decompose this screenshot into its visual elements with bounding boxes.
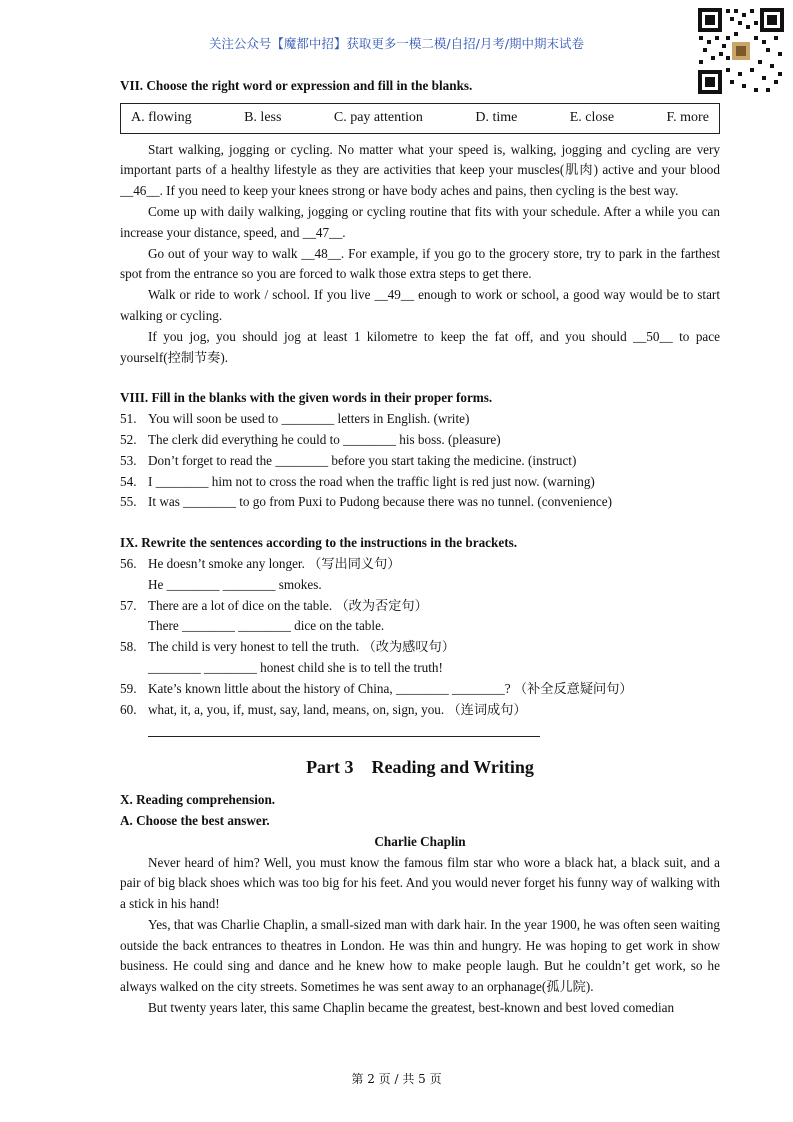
question-number: 56.: [120, 555, 137, 571]
question-text: Don’t forget to read the ________ before you start taking the medicine. (instruct): [148, 452, 577, 468]
question-row: [120, 492, 720, 513]
option-a: A. flowing: [131, 109, 192, 125]
question-row: [120, 554, 720, 575]
passage-paragraph: Start walking, jogging or cycling. No matter what your speed is, walking, jogging and cycling are very important parts of a healthy lifestyle as they are activities that keep your muscles(肌肉) active and your blood __46__. If you need to keep your knees strong or have body aches and pains, then cycling is the best way.: [120, 141, 720, 199]
question-text: There are a lot of dice on the table. （改为否定句）: [148, 597, 428, 613]
passage-paragraph: If you jog, you should jog at least 1 kilometre to keep the fat off, and you should __50__ to pace yourself(控制节奏).: [120, 328, 720, 365]
passage-paragraph: Walk or ride to work / school. If you live __49__ enough to work or school, a good way would be to start walking or cycling.: [120, 287, 720, 323]
part-3-title: Part 3 Reading and Writing: [306, 757, 534, 778]
question-row: [120, 679, 720, 700]
question-text: The clerk did everything he could to ________ his boss. (pleasure): [148, 431, 501, 447]
question-row: [120, 637, 720, 658]
question-row: [120, 451, 720, 472]
question-text: what, it, a, you, if, must, say, land, means, on, sign, you. （连词成句）: [148, 701, 527, 717]
question-row: [120, 700, 720, 721]
option-b: B. less: [244, 109, 282, 125]
passage-paragraph: Yes, that was Charlie Chaplin, a small-sized man with dark hair. In the year 1900, he was often seen waiting outside the back entrances to theatres in London. He was thin and hungry. He was hoping to get work in show business. He could sing and dance and he knew how to make people laugh. But he couldn’t get work, so he always walked on the city streets. Sometimes he was sent away to an orphanage(孤儿院).: [120, 916, 720, 995]
passage-paragraph: Come up with daily walking, jogging or cycling routine that fits with your schedule. After a while you can increase your distance, speed, and __47__.: [120, 203, 720, 240]
question-number: 53.: [120, 452, 137, 468]
option-f: F. more: [666, 109, 709, 125]
option-d: D. time: [475, 109, 518, 125]
section-10-heading: X. Reading comprehension.: [120, 792, 276, 808]
page-content: [120, 76, 720, 1019]
question-text: I ________ him not to cross the road when the traffic light is red just now. (warning): [148, 473, 595, 489]
question-number: 55.: [120, 494, 137, 510]
question-number: 58.: [120, 639, 137, 655]
question-number: 59.: [120, 680, 137, 696]
question-row: [120, 409, 720, 430]
question-row: [120, 472, 720, 493]
question-text: It was ________ to go from Puxi to Pudong because there was no tunnel. (convenience): [148, 494, 613, 510]
answer-line: [148, 720, 540, 737]
section-10a-heading: A. Choose the best answer.: [120, 812, 270, 828]
question-text: The child is very honest to tell the truth. （改为感叹句）: [148, 639, 455, 655]
page-number: 第 2 页 / 共 5 页: [351, 1072, 442, 1086]
header-banner: 关注公众号【魔都中招】获取更多一模二模/自招/月考/期中期末试卷: [208, 36, 585, 51]
question-number: 51.: [120, 411, 137, 427]
question-number: 60.: [120, 701, 137, 717]
section-7-heading: VII. Choose the right word or expression and fill in the blanks.: [120, 78, 473, 93]
word-options-box: [120, 103, 720, 134]
question-number: 52.: [120, 431, 137, 447]
question-text: He doesn’t smoke any longer. （写出同义句）: [148, 555, 401, 571]
question-number: 57.: [120, 597, 137, 613]
option-c: C. pay attention: [333, 109, 423, 125]
passage-paragraph: Never heard of him? Well, you must know the famous film star who wore a black hat, a black suit, and a pair of big black shoes which was too big for his feet. And you would never forget his funny way of walking with a stick in his hand!: [120, 854, 720, 912]
question-row: [120, 596, 720, 617]
answer-template: He ________ ________ smokes.: [148, 576, 322, 592]
question-row: [120, 430, 720, 451]
section-8-heading: VIII. Fill in the blanks with the given words in their proper forms.: [120, 390, 493, 406]
section-9-heading: IX. Rewrite the sentences according to the instructions in the brackets.: [120, 535, 518, 551]
question-text: Kate’s known little about the history of China, ________ ________? （补全反意疑问句）: [148, 680, 633, 696]
answer-template: ________ ________ honest child she is to tell the truth!: [148, 659, 443, 675]
question-number: 54.: [120, 473, 137, 489]
answer-template: There ________ ________ dice on the table.: [148, 618, 385, 634]
question-text: You will soon be used to ________ letters in English. (write): [148, 411, 470, 427]
passage-paragraph: But twenty years later, this same Chaplin became the greatest, best-known and best loved comedian: [148, 1000, 675, 1016]
passage-title: Charlie Chaplin: [374, 833, 466, 849]
passage-paragraph: Go out of your way to walk __48__. For example, if you go to the grocery store, try to park in the farthest spot from the entrance so you are forced to walk those extra steps to get there.: [120, 245, 720, 282]
option-e: E. close: [569, 109, 615, 125]
